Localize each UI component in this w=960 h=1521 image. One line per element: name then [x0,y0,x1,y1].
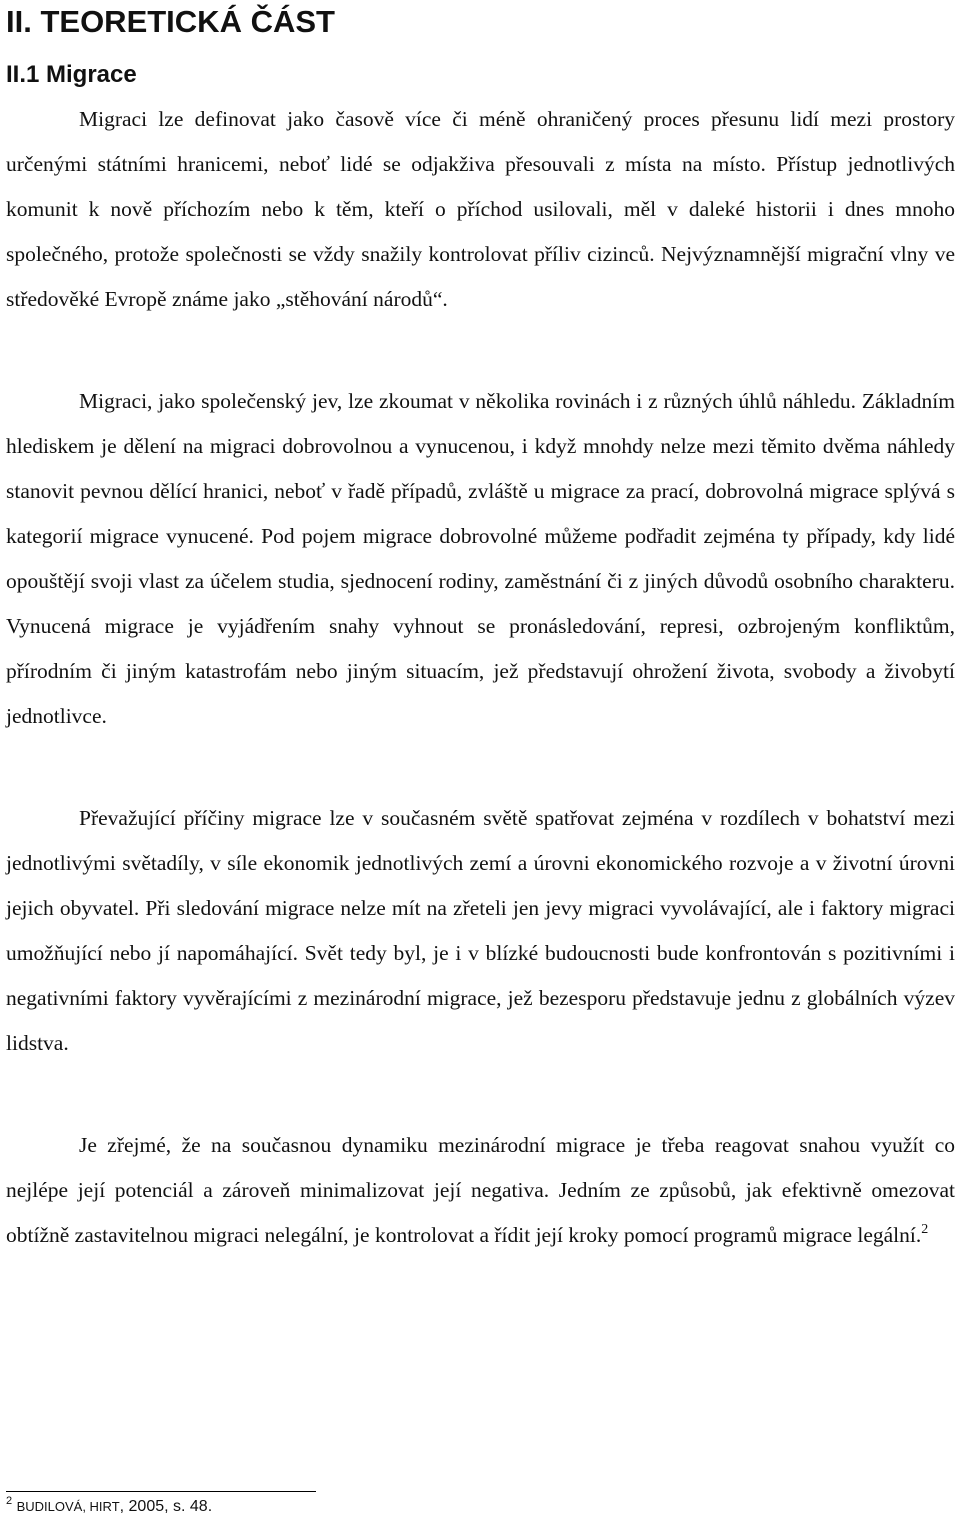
footnote-reference[interactable]: 2 [921,1222,929,1237]
paragraph-1: Migraci lze definovat jako časově více či méně ohraničený proces přesunu lidí mezi prostory určenými státními hranicemi, neboť lidé se odjakživa přesouvali z místa na místo. Přístup jednotlivých komunit k nově příchozím nebo k těm, kteří o příchod usilovali, měl v daleké historii i dnes mnoho společného, protože společnosti se vždy snažily kontrolovat příliv cizinců. Nejvýznamnější migrační vlny ve středověké Evropě známe jako „stěhování národů“. [6,107,955,311]
chapter-heading: II. TEORETICKÁ ČÁST [6,4,335,39]
paragraph-4 [6,1123,955,1258]
footnote-number: 2 [6,1495,13,1507]
paragraph-2: Migraci, jako společenský jev, lze zkoumat v několika rovinách i z různých úhlů náhledu. Základním hlediskem je dělení na migraci dobrovolnou a vynucenou, i když mnohdy nelze mezi těmito dvěma náhledy stanovit pevnou dělící hranici, neboť v řadě případů, zvláště u migrace za prací, dobrovolná migrace splývá s kategorií migrace vynucené. Pod pojem migrace dobrovolné můžeme podřadit zejména ty případy, kdy lidé opouštějí svoji vlast za účelem studia, sjednocení rodiny, zaměstnání či z jiných důvodů osobního charakteru. Vynucená migrace je vyjádřením snahy vyhnout se pronásledování, represi, ozbrojeným konfliktům, přírodním či jiným katastrofám nebo jiným situacím, jež představují ohrožení života, svobody a živobytí jednotlivce. [6,389,955,728]
footnote-citation: , 2005, s. 48. [119,1498,213,1515]
paragraph-3: Převažující příčiny migrace lze v současném světě spatřovat zejména v rozdílech v bohatství mezi jednotlivými světadíly, v síle ekonomik jednotlivých zemí a úrovni ekonomického rozvoje a v životní úrovni jejich obyvatel. Při sledování migrace nelze mít na zřeteli jen jevy migraci vyvolávající, ale i faktory migraci umožňující nebo jí napomáhající. Svět tedy byl, je i v blízké budoucnosti bude konfrontován s pozitivními i negativními faktory vyvěrajícími z mezinárodní migrace, jež bezesporu představuje jednu z globálních výzev lidstva. [6,806,955,1055]
footnote-authors: BUDILOVÁ, HIRT [16,1499,120,1514]
footnote [6,1496,212,1518]
paragraph-4-text: Je zřejmé, že na současnou dynamiku mezinárodní migrace je třeba reagovat snahou využít co nejlépe její potenciál a zároveň minimalizovat její negativa. Jedním ze způsobů, jak efektivně omezovat obtížně zastavitelnou migraci nelegální, je kontrolovat a řídit její kroky pomocí programů migrace legální. [6,1133,955,1247]
footnote-divider [6,1491,316,1492]
section-heading: II.1 Migrace [6,61,137,88]
